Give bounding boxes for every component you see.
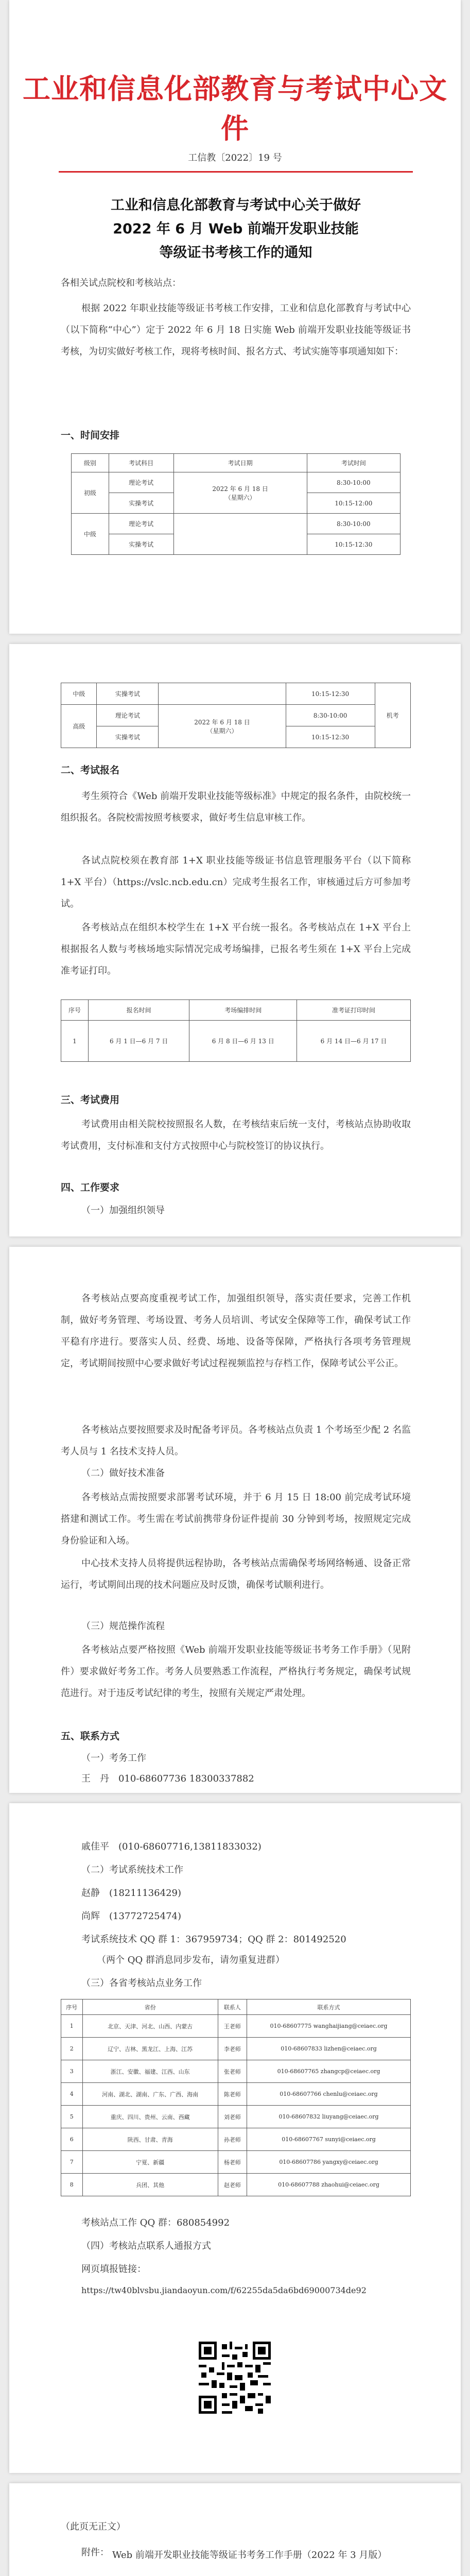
section-2-paragraph-1: 考生须符合《Web 前端开发职业技能等级标准》中规定的报名条件，由院校统一组织报名。各院校需按照考核要求，做好考生信息审核工作。 — [61, 791, 411, 823]
section-4-sub-3: （三）规范操作流程 — [81, 1621, 165, 1632]
web-sub-heading: （四）考核站点联系人通报方式 — [81, 2241, 211, 2251]
table-header: 序号 — [61, 1999, 83, 2015]
web-note: 网页填报链接： — [81, 2264, 146, 2275]
table-cell: 010-68607767 sunyi@ceiaec.org — [247, 2128, 411, 2151]
table-header: 准考证打印时间 — [297, 1000, 411, 1021]
table-cell: 重庆、四川、贵州、云南、西藏 — [82, 2106, 218, 2128]
contact-sub-1: （一）考务工作 — [81, 1753, 146, 1764]
section-2-paragraph-3: 各考核站点在组织本校学生在 1+X 平台统一报名。各考核站点在 1+X 平台上根据报名人数与考核场地实际情况完成考场编排，已报名考生须在 1+X 平台上完成准考证打印。 — [61, 922, 411, 976]
table-cell: 8 — [61, 2174, 83, 2196]
intro-paragraph: 根据 2022 年职业技能等级证书考核工作安排，工业和信息化部教育与考试中心（以下简称“中心”）定于 2022 年 6 月 18 日实施 Web 前端开发职业技能等级证书考核，为切实做好考核工作，现将考核时间、报名方式、考试实施等事项通知如下： — [61, 303, 411, 357]
table-cell: 陈老师 — [218, 2083, 247, 2106]
table-cell: 中级 — [72, 514, 109, 555]
red-divider-line — [59, 171, 413, 173]
section-4-paragraph-2: 各考核站点要按照要求及时配备考评员。各考核站点负责 1 个考场至少配 2 名监考人员与 1 名技术支持人员。 — [61, 1425, 411, 1457]
section-3-heading: 三、考试费用 — [61, 1094, 120, 1106]
table-header: 报名时间 — [88, 1000, 189, 1021]
table-cell: 010-68607766 chenlu@ceiaec.org — [247, 2083, 411, 2106]
qr-code — [196, 2339, 273, 2416]
table-cell: 理论考试 — [109, 514, 173, 534]
page-4 — [9, 1803, 461, 2473]
table-header: 联系方式 — [247, 1999, 411, 2015]
table-header: 考试科目 — [109, 454, 173, 472]
section-4-sub-2: （二）做好技术准备 — [81, 1468, 165, 1479]
table-cell: 王老师 — [218, 2015, 247, 2038]
table-cell: 8:30-10:00 — [286, 705, 375, 726]
registration-table — [61, 999, 411, 1062]
tech-contact-2: 尚辉 (13772725474) — [81, 1911, 182, 1922]
title-line-3: 等级证书考核工作的通知 — [159, 245, 312, 261]
section-5-heading: 五、联系方式 — [61, 1731, 120, 1742]
sites-table — [61, 1999, 411, 2196]
table-cell: 孙老师 — [218, 2128, 247, 2151]
page-3 — [9, 1247, 461, 1793]
attachment-label: 附件： — [81, 2547, 109, 2558]
table-cell: 10:15-12:30 — [307, 534, 400, 555]
table-cell: 北京、天津、河北、山西、内蒙古 — [82, 2015, 218, 2038]
table-row — [61, 2174, 411, 2196]
table-cell: 6 月 8 日—6 月 13 日 — [189, 1021, 297, 1062]
table-cell: 010-68607832 liuyang@ceiaec.org — [247, 2106, 411, 2128]
site-qq-line: 考核站点工作 QQ 群：680854992 — [81, 2217, 230, 2228]
table-row — [61, 2151, 411, 2174]
web-link[interactable]: https://tw40blvsbu.jiandaoyun.com/f/62255da5da6bd69000734de92 — [81, 2285, 367, 2295]
contact-line: 王 丹 010-68607736 18300337882 — [81, 1773, 254, 1784]
page-2 — [9, 644, 461, 1236]
section-4-paragraph-5: 各考核站点要严格按照《Web 前端开发职业技能等级证书考务工作手册》（见附件）要求做好考务工作。考务人员要熟悉工作流程，严格执行考务规定，确保考试规范进行。对于违反考试纪律的考生，按照有关规定严肃处理。 — [61, 1645, 411, 1699]
table-cell: 2 — [61, 2038, 83, 2060]
table-row — [61, 2060, 411, 2083]
contact-line-2: 戚佳平 (010-68607716,13811833032) — [81, 1841, 262, 1852]
table-cell: 1 — [61, 2015, 83, 2038]
table-cell: 8:30-10:00 — [307, 472, 400, 493]
page-1 — [9, 0, 461, 634]
table-header: 级别 — [72, 454, 109, 472]
qq-group-note: （两个 QQ 群消息同步发布，请勿重复进群） — [97, 1955, 285, 1965]
table-cell: 实操考试 — [109, 493, 173, 514]
table-cell: 理论考试 — [97, 705, 159, 726]
table-cell: 1 — [61, 1021, 89, 1062]
section-4-heading: 四、工作要求 — [61, 1182, 120, 1193]
table-cell: 刘老师 — [218, 2106, 247, 2128]
table-cell: 6 — [61, 2128, 83, 2151]
table-cell: 杨老师 — [218, 2151, 247, 2174]
table-cell: 浙江、安徽、福建、江西、山东 — [82, 2060, 218, 2083]
table-header: 省份 — [82, 1999, 218, 2015]
tech-contact-1: 赵静 (18211136429) — [81, 1888, 182, 1899]
table-cell: 010-68607775 wanghaijiang@ceiaec.org — [247, 2015, 411, 2038]
table-cell: 河南、湖北、湖南、广东、广西、海南 — [82, 2083, 218, 2106]
attachment-text: Web 前端开发职业技能等级证书考务工作手册（2022 年 3 月版） — [112, 2550, 387, 2561]
table-header: 考试时间 — [307, 454, 400, 472]
schedule-table-continued — [61, 683, 411, 748]
table-cell: 张老师 — [218, 2060, 247, 2083]
table-cell: 7 — [61, 2151, 83, 2174]
table-cell: 机考 — [375, 683, 410, 748]
table-cell: 陕西、甘肃、青海 — [82, 2128, 218, 2151]
table-cell: 10:15-12:00 — [307, 493, 400, 514]
table-cell: 5 — [61, 2106, 83, 2128]
document-number: 工信教〔2022〕19 号 — [188, 152, 282, 163]
table-cell: 初级 — [72, 472, 109, 514]
table-cell: 2022 年 6 月 18 日 （星期六） — [159, 705, 286, 748]
table-header: 联系人 — [218, 1999, 247, 2015]
table-cell: 理论考试 — [109, 472, 173, 493]
no-body-note: （此页无正文） — [61, 2521, 126, 2532]
table-cell: 宁夏、新疆 — [82, 2151, 218, 2174]
qq-group-line: 考试系统技术 QQ 群 1：367959734；QQ 群 2：801492520 — [81, 1934, 346, 1945]
table-cell: 实操考试 — [97, 683, 159, 705]
section-4-paragraph-4: 中心技术支持人员将提供远程协助，各考核站点需确保考场网络畅通、设备正常运行，考试期间出现的技术问题应及时反馈，确保考试顺利进行。 — [61, 1558, 411, 1590]
salutation: 各相关试点院校和考核站点： — [61, 278, 181, 289]
red-header-title: 工业和信息化部教育与考试中心文件 — [23, 72, 447, 145]
table-cell: 辽宁、吉林、黑龙江、上海、江苏 — [82, 2038, 218, 2060]
table-cell: 010-68607765 zhangcp@ceiaec.org — [247, 2060, 411, 2083]
section-3-paragraph: 考试费用由相关院校按照报名人数，在考核结束后统一支付，考核站点协助收取考试费用，支付标准和支付方式按照中心与院校签订的协议执行。 — [61, 1119, 411, 1151]
qr-code-image — [196, 2339, 273, 2416]
table-header: 序号 — [61, 1000, 89, 1021]
section-4-sub-1: （一）加强组织领导 — [81, 1205, 165, 1216]
table-row — [61, 2106, 411, 2128]
table-cell: 8:30-10:00 — [307, 514, 400, 534]
section-4-paragraph-3: 各考核站点需按照要求部署考试环境，并于 6 月 15 日 18:00 前完成考试环境搭建和测试工作。考生需在考试前携带身份证件提前 30 分钟到考场，按照规定完成身份验证和入场。 — [61, 1492, 411, 1546]
tech-sub-heading: （二）考试系统技术工作 — [81, 1865, 183, 1875]
title-line-1: 工业和信息化部教育与考试中心关于做好 — [111, 197, 361, 213]
table-cell: 6 月 1 日—6 月 7 日 — [88, 1021, 189, 1062]
sites-sub-heading: （三）各省考核站点业务工作 — [81, 1978, 202, 1989]
table-cell: 李老师 — [218, 2038, 247, 2060]
table-row — [61, 2083, 411, 2106]
table-cell: 实操考试 — [109, 534, 173, 555]
schedule-table — [71, 453, 401, 555]
table-cell: 兵团、其他 — [82, 2174, 218, 2196]
table-cell: 2022 年 6 月 18 日 （星期六） — [173, 472, 307, 514]
section-4-paragraph-1: 各考核站点要高度重视考试工作，加强组织领导，落实责任要求，完善工作机制，做好考务管理、考场设置、考务人员培训、考试安全保障等工作，确保考试工作平稳有序进行。要落实人员、经费、场地、设备等保障，严格执行各项考务管理规定，考试期间按照中心要求做好考试过程视频监控与存档工作，保障考试公平公正。 — [61, 1293, 411, 1369]
notice-title — [61, 194, 411, 265]
table-row — [61, 2015, 411, 2038]
table-header: 考试日期 — [173, 454, 307, 472]
table-cell: 010-68607833 lizhen@ceiaec.org — [247, 2038, 411, 2060]
table-header: 考场编排时间 — [189, 1000, 297, 1021]
table-cell: 实操考试 — [97, 726, 159, 748]
table-cell — [159, 683, 286, 705]
section-1-heading: 一、时间安排 — [61, 430, 120, 441]
table-cell: 高级 — [61, 705, 97, 748]
table-cell: 10:15-12:30 — [286, 683, 375, 705]
title-line-2: 2022 年 6 月 Web 前端开发职业技能 — [113, 221, 359, 237]
table-cell: 10:15-12:30 — [286, 726, 375, 748]
table-cell: 010-68607788 zhaohui@ceiaec.org — [247, 2174, 411, 2196]
section-2-paragraph-2: 各试点院校须在教育部 1+X 职业技能等级证书信息管理服务平台（以下简称 1+X 平台）（https://vslc.ncb.edu.cn）完成考生报名工作，审核通过后方可参加考试。 — [61, 855, 411, 909]
table-cell: 4 — [61, 2083, 83, 2106]
table-cell: 6 月 14 日—6 月 17 日 — [297, 1021, 411, 1062]
page-5 — [9, 2483, 461, 2576]
table-cell: 中级 — [61, 683, 97, 705]
table-row — [61, 2128, 411, 2151]
table-cell: 赵老师 — [218, 2174, 247, 2196]
table-cell — [173, 514, 307, 555]
table-cell: 010-68607786 yangxy@ceiaec.org — [247, 2151, 411, 2174]
table-row — [61, 2038, 411, 2060]
section-2-heading: 二、考试报名 — [61, 765, 120, 776]
table-cell: 3 — [61, 2060, 83, 2083]
